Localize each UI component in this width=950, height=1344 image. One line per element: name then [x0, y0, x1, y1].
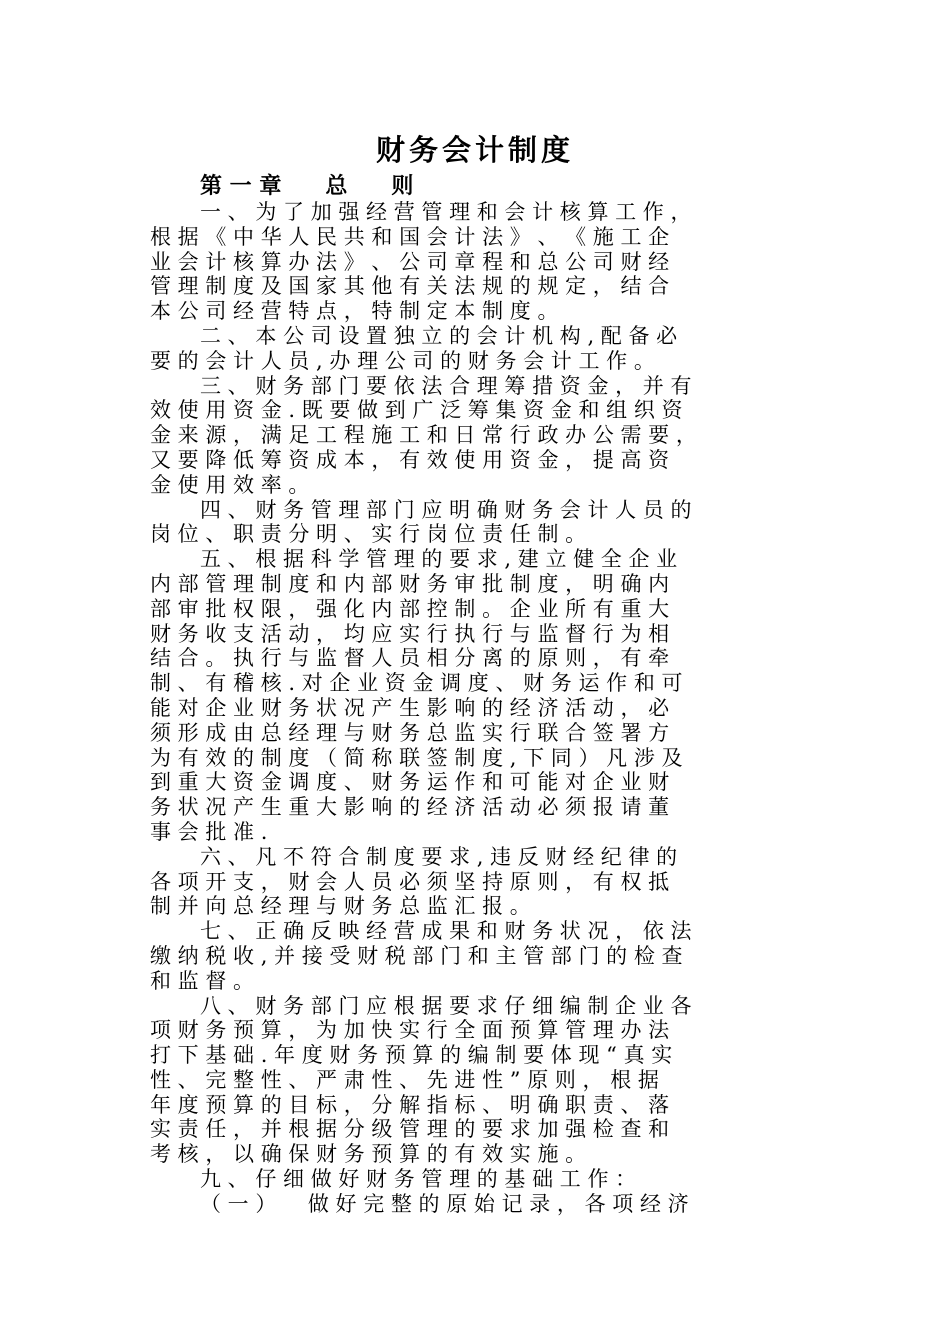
text-line: 为 有 效 的 制 度 （ 简 称 联 签 制 度 , 下 同 ） 凡 涉 及: [150, 745, 683, 770]
text-line: 部 审 批 权 限 ， 强 化 内 部 控 制 。 企 业 所 有 重 大: [150, 596, 670, 621]
text-line: 九 、 仔 细 做 好 财 务 管 理 的 基 础 工 作 ：: [200, 1167, 637, 1192]
text-line: 财 务 收 支 活 动 ， 均 应 实 行 执 行 与 监 督 行 为 相: [150, 621, 670, 646]
text-line: 到 重 大 资 金 调 度 、 财 务 运 作 和 可 能 对 企 业 财: [150, 770, 670, 795]
text-line: 七 、 正 确 反 映 经 营 成 果 和 财 务 状 况 ， 依 法: [200, 919, 692, 944]
text-line: 三 、 财 务 部 门 要 依 法 合 理 筹 措 资 金 ， 并 有: [200, 373, 692, 398]
text-line: 金 使 用 效 率 。: [150, 472, 310, 497]
text-line: 项 财 务 预 算 ， 为 加 快 实 行 全 面 预 算 管 理 办 法: [150, 1018, 670, 1043]
document-body: [150, 200, 810, 1217]
text-line: （ 一 ） 做 好 完 整 的 原 始 记 录 ， 各 项 经 济: [200, 1191, 689, 1216]
text-line: 各 项 开 支 ， 财 会 人 员 必 须 坚 持 原 则 ， 有 权 抵: [150, 869, 670, 894]
text-line: 须 形 成 由 总 经 理 与 财 务 总 监 实 行 联 合 签 署 方: [150, 720, 670, 745]
document-title: 财务会计制度: [375, 133, 574, 167]
text-line: 八 、 财 务 部 门 应 根 据 要 求 仔 细 编 制 企 业 各: [200, 993, 692, 1018]
text-line: 内 部 管 理 制 度 和 内 部 财 务 审 批 制 度 ， 明 确 内: [150, 571, 670, 596]
chapter-heading: 第 一 章 总 则: [200, 174, 414, 199]
text-line: 实 责 任 ， 并 根 据 分 级 管 理 的 要 求 加 强 检 查 和: [150, 1117, 670, 1142]
text-line: 金 来 源 ， 满 足 工 程 施 工 和 日 常 行 政 办 公 需 要 ，: [150, 423, 697, 448]
text-line: 六 、 凡 不 符 合 制 度 要 求 , 违 反 财 经 纪 律 的: [200, 844, 678, 869]
text-line: 管 理 制 度 及 国 家 其 他 有 关 法 规 的 规 定 ， 结 合: [150, 274, 670, 299]
text-line: 和 监 督 。: [150, 968, 255, 993]
text-line: 打 下 基 础 . 年 度 财 务 预 算 的 编 制 要 体 现 “ 真 实: [150, 1043, 673, 1068]
text-line: 根 据 《 中 华 人 民 共 和 国 会 计 法 》 、 《 施 工 企: [150, 224, 670, 249]
text-line: 务 状 况 产 生 重 大 影 响 的 经 济 活 动 必 须 报 请 董: [150, 795, 670, 820]
text-line: 结 合 。 执 行 与 监 督 人 员 相 分 离 的 原 则 ， 有 牵: [150, 646, 670, 671]
text-line: 又 要 降 低 筹 资 成 本 ， 有 效 使 用 资 金 ， 提 高 资: [150, 447, 670, 472]
text-line: 二 、 本 公 司 设 置 独 立 的 会 计 机 构 , 配 备 必: [200, 323, 678, 348]
text-line: 事 会 批 准 .: [150, 819, 268, 844]
text-line: 效 使 用 资 金 . 既 要 做 到 广 泛 筹 集 资 金 和 组 织 资: [150, 398, 683, 423]
text-line: 考 核 ， 以 确 保 财 务 预 算 的 有 效 实 施 。: [150, 1142, 587, 1167]
text-line: 一 、 为 了 加 强 经 营 管 理 和 会 计 核 算 工 作 ，: [200, 200, 692, 224]
text-line: 本 公 司 经 营 特 点 ， 特 制 定 本 制 度 。: [150, 299, 559, 324]
text-line: 四 、 财 务 管 理 部 门 应 明 确 财 务 会 计 人 员 的: [200, 497, 692, 522]
text-line: 五 、 根 据 科 学 管 理 的 要 求 , 建 立 健 全 企 业: [200, 547, 678, 572]
text-line: 要 的 会 计 人 员 , 办 理 公 司 的 财 务 会 计 工 作 。: [150, 348, 655, 373]
text-line: 岗 位 、 职 责 分 明 、 实 行 岗 位 责 任 制 。: [150, 522, 587, 547]
text-line: 年 度 预 算 的 目 标 ， 分 解 指 标 、 明 确 职 责 、 落: [150, 1092, 670, 1117]
text-line: 缴 纳 税 收 , 并 接 受 财 税 部 门 和 主 管 部 门 的 检 查: [150, 943, 683, 968]
text-line: 能 对 企 业 财 务 状 况 产 生 影 响 的 经 济 活 动 ， 必: [150, 695, 670, 720]
text-line: 业 会 计 核 算 办 法 》 、 公 司 章 程 和 总 公 司 财 经: [150, 249, 670, 274]
text-line: 制 、 有 稽 核 . 对 企 业 资 金 调 度 、 财 务 运 作 和 可: [150, 671, 683, 696]
text-line: 性 、 完 整 性 、 严 肃 性 、 先 进 性 ” 原 则 ， 根 据: [150, 1067, 659, 1092]
text-line: 制 并 向 总 经 理 与 财 务 总 监 汇 报 。: [150, 894, 531, 919]
